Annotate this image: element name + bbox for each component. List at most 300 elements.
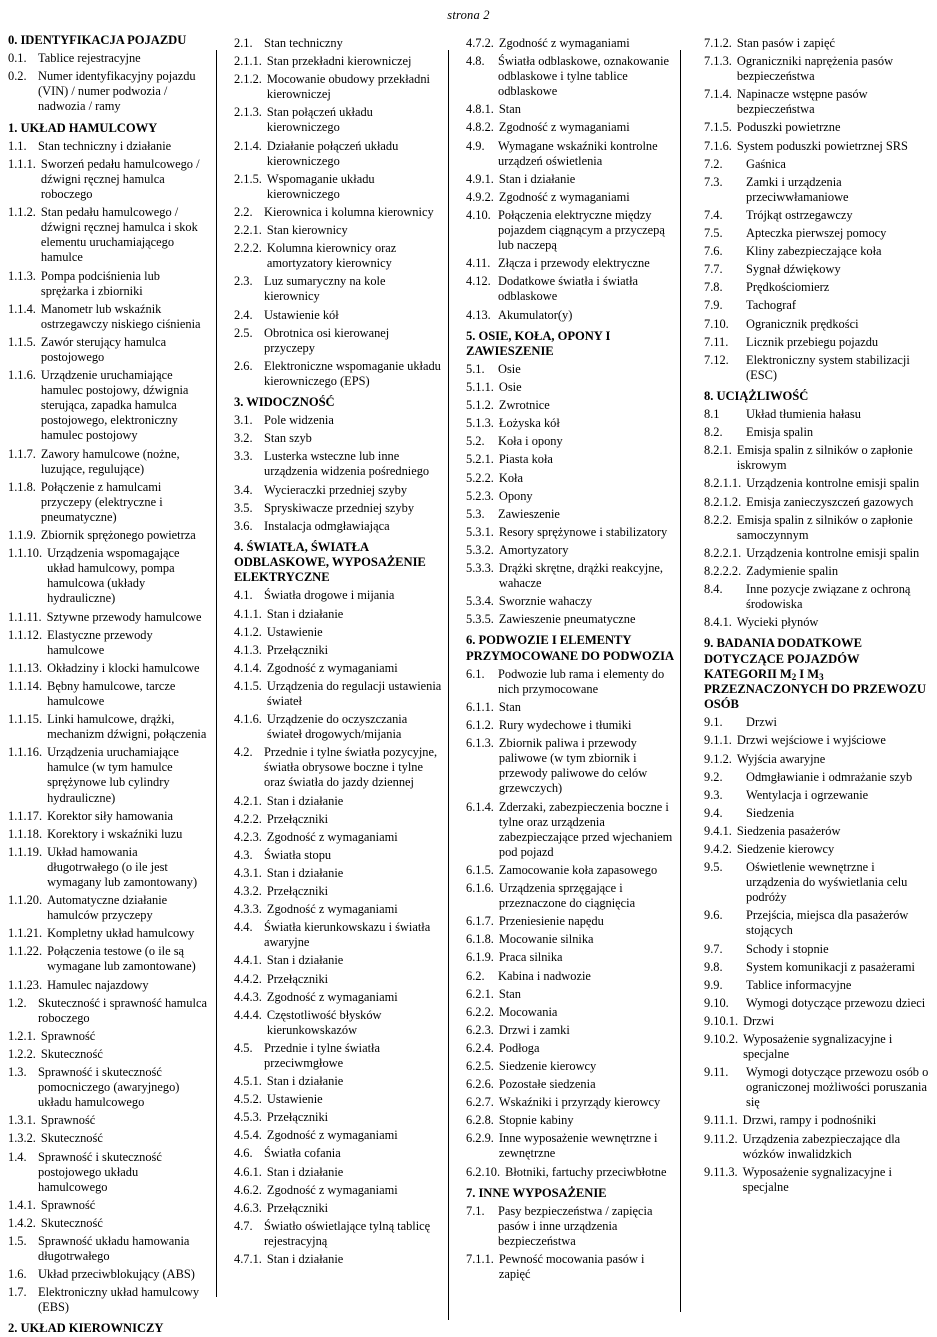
item-label: Osie	[498, 380, 522, 395]
checklist-item[interactable]	[704, 582, 931, 612]
item-label: Ograniczniki naprężenia pasów bezpieczeństwa	[736, 54, 894, 84]
item-label: Zgodność z wymaganiami	[266, 1128, 398, 1143]
checklist-item[interactable]	[466, 54, 674, 99]
item-number: 1.1.8.	[8, 479, 36, 494]
item-number: 4.1.1.	[234, 606, 262, 621]
checklist-item[interactable]	[234, 884, 442, 899]
checklist-item[interactable]	[234, 1252, 442, 1267]
checklist-item[interactable]	[234, 1146, 442, 1161]
item-number: 7.7.	[704, 262, 723, 277]
item-label: Zawory hamulcowe (nożne, luzujące, regulujące)	[40, 446, 180, 476]
checklist-item[interactable]	[234, 1008, 442, 1038]
item-number: 6.1.1.	[466, 700, 494, 714]
checklist-item[interactable]	[704, 824, 931, 839]
checklist-item[interactable]	[234, 972, 442, 987]
checklist-item[interactable]	[234, 920, 442, 950]
item-label: Wentylacja i ogrzewanie	[746, 787, 869, 802]
item-number: 9.11.1.	[704, 1113, 738, 1128]
checklist-item[interactable]	[704, 942, 931, 957]
checklist-item[interactable]	[234, 661, 442, 676]
checklist-item[interactable]	[704, 120, 931, 135]
checklist-item[interactable]	[234, 172, 442, 202]
checklist-item[interactable]	[234, 902, 442, 917]
checklist-item[interactable]	[704, 208, 931, 223]
checklist-item[interactable]	[234, 1074, 442, 1089]
checklist-item[interactable]	[8, 302, 210, 332]
item-label: Zgodność z wymaganiami	[266, 660, 398, 675]
checklist-column-4	[680, 28, 937, 1303]
checklist-item[interactable]	[466, 139, 674, 169]
checklist-item[interactable]	[704, 280, 931, 295]
checklist-item[interactable]	[466, 489, 674, 504]
checklist-item[interactable]	[8, 1198, 210, 1213]
checklist-item[interactable]	[466, 718, 674, 733]
item-label: Kierownica i kolumna kierownicy	[264, 204, 434, 219]
item-label: Przełączniki	[266, 811, 329, 826]
checklist-item[interactable]	[704, 770, 931, 785]
item-label: Korektor siły hamowania	[47, 808, 174, 823]
checklist-item[interactable]	[466, 190, 674, 205]
checklist-item[interactable]	[466, 1023, 674, 1038]
checklist-item[interactable]	[234, 413, 442, 428]
checklist-item[interactable]	[704, 353, 931, 383]
checklist-item[interactable]	[234, 223, 442, 238]
item-number: 1.4.1.	[8, 1197, 36, 1212]
item-number: 1.6.	[8, 1267, 27, 1282]
item-number: 7.10.	[704, 316, 729, 331]
checklist-item[interactable]	[704, 564, 931, 579]
checklist-item[interactable]	[466, 434, 674, 449]
item-number: 9.10.	[704, 995, 729, 1010]
item-number: 5.3.2.	[466, 542, 494, 557]
checklist-item[interactable]	[234, 241, 442, 271]
checklist-item[interactable]	[234, 519, 442, 534]
checklist-item[interactable]	[234, 866, 442, 881]
item-label: Zawór sterujący hamulca postojowego	[40, 334, 167, 364]
item-label: Zgodność z wymaganiami	[498, 36, 630, 50]
item-label: Urządzenia zabezpieczające dla wózków inwalidzkich	[742, 1131, 901, 1161]
checklist-item[interactable]	[8, 1234, 210, 1264]
item-label: Instalacja odmgławiająca	[264, 518, 390, 533]
checklist-item[interactable]	[8, 679, 210, 709]
item-label: Złącza i przewody elektryczne	[498, 256, 650, 271]
item-number: 2.4.	[234, 307, 253, 322]
checklist-item[interactable]	[466, 308, 674, 323]
item-label: Napinacze wstępne pasów bezpieczeństwa	[736, 87, 868, 117]
checklist-item[interactable]	[8, 628, 210, 658]
checklist-item[interactable]	[234, 1165, 442, 1180]
checklist-item[interactable]	[704, 978, 931, 993]
checklist-item[interactable]	[466, 1113, 674, 1128]
item-label: Ustawienie	[266, 1092, 323, 1107]
checklist-item[interactable]	[704, 317, 931, 332]
checklist-item[interactable]	[466, 1204, 674, 1249]
item-label: Połączenie z hamulcami przyczepy (elektryczne i pneumatyczne)	[40, 479, 163, 524]
checklist-item[interactable]	[466, 274, 674, 304]
item-label: Amortyzatory	[498, 542, 569, 557]
checklist-item[interactable]	[8, 69, 210, 114]
checklist-item[interactable]	[8, 139, 210, 154]
item-number: 4.5.1.	[234, 1074, 262, 1089]
checklist-item[interactable]	[704, 262, 931, 277]
checklist-item[interactable]	[234, 1110, 442, 1125]
checklist-item[interactable]	[466, 398, 674, 413]
item-label: Stopnie kabiny	[498, 1113, 574, 1128]
checklist-item[interactable]	[704, 407, 931, 422]
checklist-item[interactable]	[704, 1113, 931, 1128]
checklist-item[interactable]	[466, 543, 674, 558]
checklist-item[interactable]	[704, 298, 931, 313]
checklist-item[interactable]	[466, 700, 674, 715]
item-label: Stan i działanie	[266, 793, 344, 808]
checklist-item[interactable]	[8, 546, 210, 606]
checklist-item[interactable]	[466, 471, 674, 486]
checklist-item[interactable]	[8, 978, 210, 993]
checklist-item[interactable]	[234, 1041, 442, 1071]
item-label: Tablice rejestracyjne	[38, 51, 141, 66]
checklist-item[interactable]	[466, 380, 674, 395]
checklist-item[interactable]	[234, 953, 442, 968]
checklist-item[interactable]	[466, 736, 674, 796]
item-label: Skuteczność i sprawność hamulca roboczego	[38, 995, 207, 1025]
checklist-item[interactable]	[704, 788, 931, 803]
item-number: 8.2.2.1.	[704, 545, 742, 560]
checklist-item[interactable]	[234, 501, 442, 516]
checklist-item[interactable]	[704, 996, 931, 1011]
checklist-item[interactable]	[234, 1201, 442, 1216]
item-label: Emisja spalin z silników o zapłonie iskrowym	[736, 443, 913, 473]
item-label: Stan	[498, 102, 521, 117]
item-number: 9.5.	[704, 860, 723, 875]
item-label: Kabina i nadwozie	[498, 968, 591, 983]
checklist-item[interactable]	[466, 612, 674, 627]
checklist-item[interactable]	[704, 513, 931, 543]
checklist-item[interactable]	[704, 139, 931, 154]
checklist-item[interactable]	[466, 1059, 674, 1074]
checklist-item[interactable]	[234, 483, 442, 498]
column-divider-1	[216, 50, 217, 1297]
checklist-item[interactable]	[234, 449, 442, 479]
item-number: 2.1.4.	[234, 138, 262, 153]
checklist-item[interactable]	[466, 507, 674, 522]
checklist-item[interactable]	[466, 208, 674, 253]
item-label: Sprawność i skuteczność postojowego układu hamulcowego	[38, 1149, 162, 1194]
checklist-item[interactable]	[704, 908, 931, 938]
checklist-item[interactable]	[466, 594, 674, 609]
checklist-item[interactable]	[234, 54, 442, 69]
checklist-item[interactable]	[8, 205, 210, 265]
item-label: Wspomaganie układu kierowniczego	[266, 171, 375, 201]
checklist-item[interactable]	[704, 1065, 931, 1110]
checklist-item[interactable]	[704, 244, 931, 259]
checklist-item[interactable]	[8, 1131, 210, 1146]
checklist-item[interactable]	[8, 447, 210, 477]
checklist-item[interactable]	[466, 914, 674, 929]
item-label: Emisja spalin z silników o zapłonie samoczynnym	[736, 512, 913, 542]
item-number: 6.1.5.	[466, 862, 494, 877]
checklist-item[interactable]	[234, 1128, 442, 1143]
item-number: 1.3.2.	[8, 1131, 36, 1146]
item-number: 1.1.12.	[8, 627, 43, 642]
checklist-item[interactable]	[704, 175, 931, 205]
item-label: Stan i działanie	[266, 1252, 344, 1266]
checklist-item[interactable]	[466, 1095, 674, 1110]
checklist-item[interactable]	[466, 36, 674, 51]
item-number: 3.3.	[234, 449, 253, 464]
item-label: Sworzeń pedału hamulcowego / dźwigni ręcznej hamulca roboczego	[40, 156, 200, 202]
item-label: Układ przeciwblokujący (ABS)	[38, 1267, 195, 1282]
checklist-item[interactable]	[234, 36, 442, 51]
item-number: 1.1.10.	[8, 546, 43, 561]
checklist-item[interactable]	[234, 679, 442, 709]
checklist-item[interactable]	[234, 431, 442, 446]
checklist-item[interactable]	[466, 1041, 674, 1056]
checklist-item[interactable]	[8, 926, 210, 941]
checklist-item[interactable]	[234, 359, 442, 389]
item-number: 3.1.	[234, 413, 253, 428]
checklist-item[interactable]	[234, 72, 442, 102]
item-number: 9.11.	[704, 1065, 729, 1080]
checklist-item[interactable]	[234, 274, 442, 304]
checklist-item[interactable]	[704, 157, 931, 172]
item-label: Drzwi	[743, 1013, 775, 1028]
checklist-item[interactable]	[466, 881, 674, 911]
checklist-item[interactable]	[704, 842, 931, 857]
checklist-item[interactable]	[8, 1029, 210, 1044]
checklist-item[interactable]	[704, 335, 931, 350]
item-number: 9.8.	[704, 959, 723, 974]
checklist-item[interactable]	[704, 715, 931, 730]
item-number: 1.1.23.	[8, 977, 43, 992]
item-number: 9.2.	[704, 769, 723, 784]
checklist-item[interactable]	[234, 1183, 442, 1198]
checklist-item[interactable]	[704, 615, 931, 630]
checklist-item[interactable]	[704, 87, 931, 117]
item-label: Skuteczność	[40, 1131, 103, 1146]
item-label: Skuteczność	[40, 1046, 103, 1061]
item-label: Praca silnika	[498, 950, 563, 965]
checklist-item[interactable]	[466, 525, 674, 540]
checklist-item[interactable]	[466, 1252, 674, 1282]
item-number: 1.1.14.	[8, 678, 43, 693]
checklist-item[interactable]	[466, 987, 674, 1002]
checklist-item[interactable]	[234, 643, 442, 658]
item-label: Wycieki płynów	[736, 615, 819, 630]
checklist-item[interactable]	[8, 480, 210, 525]
checklist-item[interactable]	[704, 54, 931, 84]
checklist-item[interactable]	[234, 830, 442, 845]
checklist-item[interactable]	[704, 226, 931, 241]
checklist-item[interactable]	[234, 848, 442, 863]
item-label: Akumulator(y)	[498, 307, 573, 322]
item-number: 5.1.3.	[466, 416, 494, 431]
item-label: Drzwi wejściowe i wyjściowe	[736, 733, 886, 748]
checklist-item[interactable]	[466, 932, 674, 947]
item-label: Ustawienie	[266, 624, 323, 639]
item-number: 1.2.	[8, 995, 27, 1010]
checklist-item[interactable]	[8, 1285, 210, 1315]
checklist-item[interactable]	[234, 205, 442, 220]
item-number: 6.2.	[466, 968, 485, 983]
item-number: 6.1.	[466, 666, 485, 681]
item-number: 9.1.2.	[704, 751, 732, 766]
item-number: 7.9.	[704, 298, 723, 313]
checklist-item[interactable]	[234, 607, 442, 622]
section-heading: 2. UKŁAD KIEROWNICZY	[8, 1321, 164, 1336]
checklist-item[interactable]	[704, 860, 931, 905]
checklist-item[interactable]	[466, 120, 674, 135]
item-number: 1.1.16.	[8, 745, 43, 760]
item-number: 1.3.	[8, 1065, 27, 1080]
section-heading: 6. PODWOZIE I ELEMENTY PRZYMOCOWANE DO PODWOZIA	[466, 633, 674, 663]
checklist-item[interactable]	[234, 588, 442, 603]
checklist-item[interactable]	[466, 1077, 674, 1092]
item-label: Koła i opony	[498, 434, 563, 449]
checklist-item[interactable]	[8, 610, 210, 625]
checklist-item[interactable]	[466, 416, 674, 431]
checklist-item[interactable]	[234, 812, 442, 827]
checklist-item[interactable]	[234, 139, 442, 169]
item-number: 4.2.	[234, 745, 253, 760]
checklist-item[interactable]	[8, 809, 210, 824]
checklist-item[interactable]	[466, 1165, 674, 1180]
item-number: 7.8.	[704, 280, 723, 295]
checklist-item[interactable]	[234, 990, 442, 1005]
checklist-item[interactable]	[466, 172, 674, 187]
item-label: Sworznie wahaczy	[498, 594, 593, 609]
checklist-item[interactable]	[466, 950, 674, 965]
item-number: 6.1.6.	[466, 881, 494, 896]
checklist-item[interactable]	[8, 893, 210, 923]
checklist-item[interactable]	[704, 1032, 931, 1062]
item-label: Pozostałe siedzenia	[498, 1077, 596, 1092]
checklist-item[interactable]	[466, 1131, 674, 1161]
checklist-item[interactable]	[466, 969, 674, 984]
checklist-item[interactable]	[8, 661, 210, 676]
checklist-item[interactable]	[466, 102, 674, 117]
item-number: 7.1.5.	[704, 120, 732, 135]
item-number: 7.2.	[704, 156, 723, 171]
item-label: Spryskiwacze przedniej szyby	[264, 500, 415, 515]
checklist-item[interactable]	[8, 827, 210, 842]
item-number: 9.9.	[704, 977, 723, 992]
section-heading: 3. WIDOCZNOŚĆ	[234, 394, 335, 409]
checklist-item[interactable]	[8, 1150, 210, 1195]
checklist-item[interactable]	[8, 1065, 210, 1110]
item-label: Schody i stopnie	[746, 941, 829, 956]
checklist-item[interactable]	[8, 157, 210, 202]
checklist-item[interactable]	[466, 362, 674, 377]
checklist-item[interactable]	[704, 476, 931, 491]
checklist-item[interactable]	[8, 712, 210, 742]
checklist-item[interactable]	[466, 1005, 674, 1020]
checklist-item[interactable]	[234, 1092, 442, 1107]
item-label: Sprawność układu hamowania długotrwałego	[38, 1233, 190, 1264]
checklist-item[interactable]	[234, 308, 442, 323]
item-number: 8.4.	[704, 582, 723, 597]
item-number: 4.2.3.	[234, 829, 262, 844]
checklist-item[interactable]	[8, 335, 210, 365]
checklist-item[interactable]	[234, 794, 442, 809]
checklist-item[interactable]	[466, 561, 674, 591]
item-label: Urządzenie do oczyszczania świateł drogowych/mijania	[266, 712, 408, 742]
item-number: 6.1.9.	[466, 950, 494, 965]
checklist-item[interactable]	[234, 625, 442, 640]
item-number: 4.6.1.	[234, 1164, 262, 1179]
item-label: Stan	[498, 700, 521, 714]
item-label: Numer identyfikacyjny pojazdu (VIN) / numer podwozia / nadwozia / ramy	[38, 69, 196, 114]
item-number: 6.2.9.	[466, 1131, 494, 1146]
item-label: Światła stopu	[264, 847, 332, 862]
checklist-item[interactable]	[8, 1047, 210, 1062]
checklist-item[interactable]	[234, 1219, 442, 1249]
checklist-item[interactable]	[8, 269, 210, 299]
item-number: 6.2.10.	[466, 1164, 501, 1179]
item-label: Zderzaki, zabezpieczenia boczne i tylne oraz urządzenia zabezpieczające przed wjechaniem pod pojazd	[498, 799, 673, 859]
checklist-item[interactable]	[466, 667, 674, 697]
item-label: Zamocowanie koła zapasowego	[498, 862, 658, 877]
checklist-item[interactable]	[466, 863, 674, 878]
checklist-item[interactable]	[704, 806, 931, 821]
item-label: Mocowanie obudowy przekładni kierowniczej	[266, 72, 430, 102]
checklist-item[interactable]	[704, 1132, 931, 1162]
checklist-item[interactable]	[704, 36, 931, 51]
checklist-item[interactable]	[8, 1267, 210, 1282]
item-number: 5.3.1.	[466, 524, 494, 539]
checklist-item[interactable]	[8, 1216, 210, 1231]
checklist-item[interactable]	[8, 528, 210, 543]
item-label: Emisja spalin	[746, 425, 814, 440]
checklist-item[interactable]	[704, 960, 931, 975]
checklist-item[interactable]	[8, 1113, 210, 1128]
item-label: Wymogi dotyczące przewozu dzieci	[746, 995, 926, 1010]
checklist-item[interactable]	[8, 368, 210, 443]
checklist-item[interactable]	[234, 745, 442, 790]
checklist-item[interactable]	[704, 752, 931, 767]
checklist-item[interactable]	[466, 800, 674, 860]
checklist-item[interactable]	[8, 51, 210, 66]
checklist-item[interactable]	[704, 546, 931, 561]
item-label: Światła cofania	[264, 1146, 341, 1161]
checklist-item[interactable]	[704, 733, 931, 748]
checklist-item[interactable]	[466, 452, 674, 467]
checklist-item[interactable]	[234, 105, 442, 135]
checklist-item[interactable]	[8, 845, 210, 890]
item-number: 9.3.	[704, 787, 723, 802]
checklist-item[interactable]	[8, 745, 210, 805]
item-number: 4.3.2.	[234, 884, 262, 899]
item-label: Światła kierunkowskazu i światła awaryjne	[264, 920, 431, 950]
item-number: 9.1.1.	[704, 733, 732, 748]
checklist-item[interactable]	[234, 712, 442, 742]
checklist-item[interactable]	[704, 425, 931, 440]
checklist-item[interactable]	[704, 495, 931, 510]
checklist-item[interactable]	[8, 996, 210, 1026]
checklist-item[interactable]	[704, 443, 931, 473]
checklist-item[interactable]	[234, 326, 442, 356]
checklist-item[interactable]	[704, 1165, 931, 1195]
checklist-column-1	[0, 28, 216, 1336]
item-number: 7.12.	[704, 352, 729, 367]
item-label: Automatyczne działanie hamulców przyczepy	[47, 893, 168, 923]
item-number: 9.7.	[704, 941, 723, 956]
checklist-item[interactable]	[704, 1014, 931, 1029]
item-label: Zamki i urządzenia przeciwwłamaniowe	[746, 174, 849, 204]
item-number: 5.1.	[466, 362, 485, 376]
checklist-item[interactable]	[466, 256, 674, 271]
item-label: Układ tłumienia hałasu	[746, 407, 861, 422]
checklist-item[interactable]	[8, 944, 210, 974]
